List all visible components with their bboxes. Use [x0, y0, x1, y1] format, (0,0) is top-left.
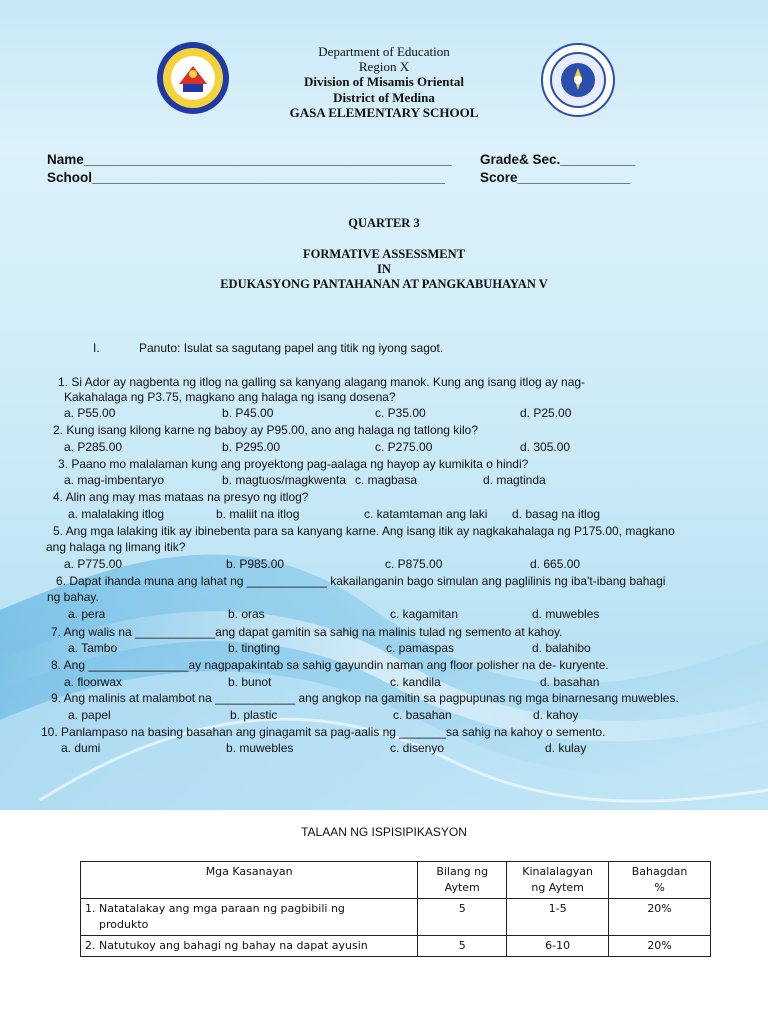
question-4-choice-d: d. basag na itlog	[512, 507, 601, 521]
question-5-choice-d: d. 665.00	[530, 557, 581, 571]
name-label: Name	[47, 152, 84, 167]
score-label: Score	[480, 170, 518, 185]
question-6-line-1: 6. Dapat ihanda muna ang lahat ng ____________ kakailanganin bago simulan ang paglilinis ng iba't-ibang bahagi	[56, 574, 666, 588]
question-1-choice-c: c. P35.00	[375, 406, 426, 420]
name-field[interactable]	[47, 152, 452, 167]
question-7-choice-a: a. Tambo	[68, 641, 118, 655]
question-10-choice-d: d. kulay	[545, 741, 587, 755]
school-field[interactable]	[47, 170, 445, 185]
question-4-choice-b: b. maliit na itlog	[216, 507, 300, 521]
header-percent-line-1: Bahagdan	[631, 865, 688, 878]
question-8-choice-d: d. basahan	[540, 675, 600, 689]
question-2-choice-a: a. P285.00	[64, 440, 123, 454]
question-8-choice-c: c. kandila	[390, 675, 441, 689]
question-2-line-1: 2. Kung isang kilong karne ng baboy ay P95.00, ano ang halaga ng tatlong kilo?	[53, 423, 478, 437]
header-school: GASA ELEMENTARY SCHOOL	[289, 105, 479, 120]
question-6-choice-c: c. kagamitan	[390, 607, 459, 621]
header-item-count	[418, 862, 507, 899]
row-2-skill	[81, 936, 418, 957]
question-10-choice-a: a. dumi	[61, 741, 101, 755]
row-1-skill-line-1: 1. Natatalakay ang mga paraan ng pagbibili ng	[85, 902, 345, 915]
header-division: Division of Misamis Oriental	[304, 74, 464, 89]
question-1-line-2: Kakahalaga ng P3.75, magkano ang halaga ng isang dosena?	[64, 390, 396, 404]
quarter-title: QUARTER 3	[348, 216, 420, 230]
header-skill-text: Mga Kasanayan	[205, 865, 293, 878]
question-7-choice-c: c. pamaspas	[386, 641, 455, 655]
row-1-location: 1-5	[507, 899, 609, 936]
row-1-skill	[81, 899, 418, 936]
question-8-line-1: 8. Ang _______________ay nagpapakintab sa sahig gayundin naman ang floor polisher na de- kuryente.	[51, 658, 609, 672]
row-1-items: 5	[418, 899, 507, 936]
header-item-location	[507, 862, 609, 899]
assessment-title: FORMATIVE ASSESSMENT	[303, 247, 465, 261]
question-2-choice-c: c. P275.00	[375, 440, 433, 454]
row-1-skill-line-2: produkto	[99, 918, 149, 931]
question-8-choice-a: a. floorwax	[64, 675, 123, 689]
specification-title: TALAAN NG ISPISIPIKASYON	[301, 825, 467, 839]
question-10-choice-b: b. muwebles	[226, 741, 294, 755]
score-field[interactable]	[480, 170, 630, 185]
question-5-line-2: ang halaga ng limang itik?	[46, 540, 186, 554]
table-row	[81, 936, 711, 957]
question-1-choice-b: b. P45.00	[222, 406, 274, 420]
school-line: _______________________________________________	[92, 170, 445, 185]
header-district: District of Medina	[333, 90, 435, 105]
question-4-line-1: 4. Alin ang may mas mataas na presyo ng itlog?	[53, 490, 309, 504]
grade-line: __________	[560, 152, 636, 167]
table-header-row	[81, 862, 711, 899]
question-3-choice-d: d. magtinda	[483, 473, 546, 487]
question-3-choice-c: c. magbasa	[355, 473, 418, 487]
question-5-line-1: 5. Ang mga lalaking itik ay ibinebenta para sa kanyang karne. Ang isang itik ay nagkakahalaga ng P175.00, magkano	[53, 524, 675, 538]
row-2-skill-line-1: 2. Natutukoy ang bahagi ng bahay na dapat ayusin	[85, 939, 368, 952]
grade-label: Grade& Sec.	[480, 152, 561, 167]
score-line: _______________	[517, 170, 631, 185]
question-2-choice-b: b. P295.00	[222, 440, 281, 454]
question-5-choice-c: c. P875.00	[385, 557, 443, 571]
header-skill	[81, 862, 418, 899]
question-3-choice-b: b. magtuos/magkwenta	[222, 473, 347, 487]
header-department: Department of Education	[318, 44, 450, 59]
question-2-choice-d: d. 305.00	[520, 440, 571, 454]
row-2-percent: 20%	[609, 936, 711, 957]
table-row	[81, 899, 711, 936]
header-item-location-line-1: Kinalalagyan	[522, 865, 594, 878]
question-3-choice-a: a. mag-imbentaryo	[64, 473, 165, 487]
header-percent-line-2: %	[654, 881, 665, 894]
row-2-items: 5	[418, 936, 507, 957]
question-6-choice-a: a. pera	[68, 607, 106, 621]
name-line: _________________________________________________	[83, 152, 452, 167]
question-7-choice-d: d. balahibo	[532, 641, 591, 655]
grade-field[interactable]	[480, 152, 635, 167]
question-6-line-2: ng bahay.	[47, 590, 99, 604]
question-1-line-1: 1. Si Ador ay nagbenta ng itlog na galling sa kanyang alagang manok. Kung ang isang itlog ay nag-	[58, 375, 586, 389]
question-7-choice-b: b. tingting	[228, 641, 281, 655]
question-10-choice-c: c. disenyo	[390, 741, 445, 755]
row-2-location: 6-10	[507, 936, 609, 957]
question-9-choice-d: d. kahoy	[533, 708, 579, 722]
question-1-choice-d: d. P25.00	[520, 406, 572, 420]
question-6-choice-d: d. muwebles	[532, 607, 600, 621]
header-item-count-line-1: Bilang ng	[436, 865, 489, 878]
question-9-choice-a: a. papel	[68, 708, 111, 722]
question-8-choice-b: b. bunot	[228, 675, 272, 689]
question-3-line-1: 3. Paano mo malalaman kung ang proyektong pag-aalaga ng hayop ay kumikita o hindi?	[58, 457, 529, 471]
question-1-choice-a: a. P55.00	[64, 406, 116, 420]
question-4-choice-a: a. malalaking itlog	[68, 507, 165, 521]
question-5-choice-a: a. P775.00	[64, 557, 123, 571]
header-item-location-line-2: ng Aytem	[531, 881, 584, 894]
specification-table	[80, 861, 711, 957]
instruction-numeral: I.	[93, 341, 100, 355]
in-title: IN	[377, 262, 391, 276]
question-4-choice-c: c. katamtaman ang laki	[364, 507, 488, 521]
question-9-line-1: 9. Ang malinis at malambot na ____________ ang angkop na gamitin sa pagpupunas ng mga binarnesang muwebles.	[51, 691, 679, 705]
header-item-count-line-2: Aytem	[444, 881, 480, 894]
school-label: School	[47, 170, 93, 185]
question-10-line-1: 10. Panlampaso na basing basahan ang ginagamit sa pag-aalis ng _______sa sahig na kahoy o semento.	[41, 725, 606, 739]
question-9-choice-b: b. plastic	[230, 708, 278, 722]
row-1-percent: 20%	[609, 899, 711, 936]
header-percent	[609, 862, 711, 899]
question-5-choice-b: b. P985.00	[226, 557, 285, 571]
question-7-line-1: 7. Ang walis na ____________ang dapat gamitin sa sahig na malinis tulad ng semento at kahoy.	[51, 625, 563, 639]
question-9-choice-c: c. basahan	[393, 708, 452, 722]
question-6-choice-b: b. oras	[228, 607, 265, 621]
instruction-text: Panuto: Isulat sa sagutang papel ang titik ng iyong sagot.	[139, 341, 444, 355]
subject-title: EDUKASYONG PANTAHANAN AT PANGKABUHAYAN V	[220, 277, 548, 291]
header-region: Region X	[358, 59, 410, 74]
